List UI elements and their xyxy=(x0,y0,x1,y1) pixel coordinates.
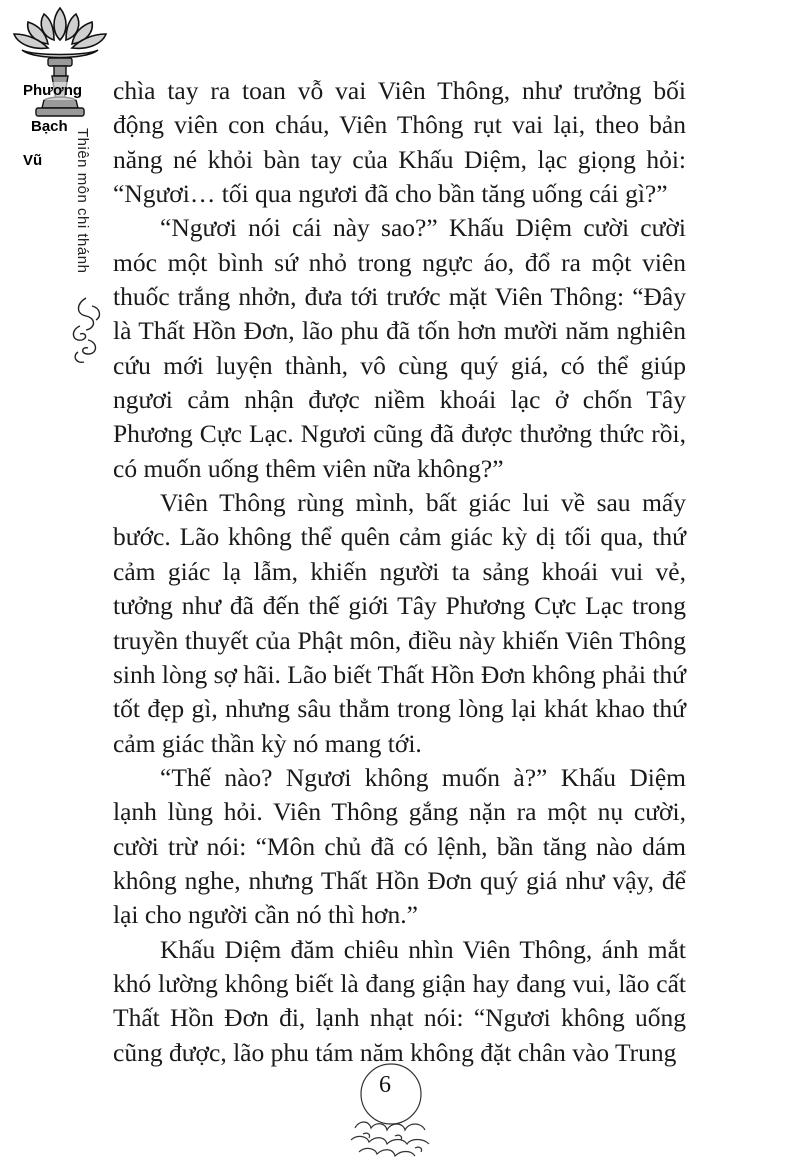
cloud-swirl-ornament-icon xyxy=(66,296,106,366)
page-body-text xyxy=(113,74,686,1070)
author-name-line-3: Vũ xyxy=(23,152,43,169)
lotus-emblem-icon xyxy=(8,0,112,125)
page-number: 6 xyxy=(379,1072,391,1098)
book-title-vertical: Thiên môn chi thánh xyxy=(74,128,91,274)
author-name-line-1: Phương xyxy=(23,82,83,99)
paragraph: “Thế nào? Ngươi không muốn à?” Khấu Diệm lạnh lùng hỏi. Viên Thông gắng nặn ra một nụ cười, cười trừ nói: “Môn chủ đã có lệnh, bần tăng nào dám không nghe, nhưng Thất Hồn Đơn quý giá như vậy, để lại cho người cần nó thì hơn.” xyxy=(113,762,686,930)
author-name-line-2: Bạch xyxy=(31,118,68,135)
paragraph: Viên Thông rùng mình, bất giác lui về sau mấy bước. Lão không thể quên cảm giác kỳ dị tối qua, thứ cảm giác lạ lẫm, khiến người ta sảng khoái vui vẻ, tưởng như đã đến thế giới Tây Phương Cực Lạc trong truyền thuyết của Phật môn, điều này khiến Viên Thông sinh lòng sợ hãi. Lão biết Thất Hồn Đơn không phải thứ tốt đẹp gì, nhưng sâu thẳm trong lòng lại khát khao thứ cảm giác thần kỳ nó mang tới. xyxy=(113,488,686,758)
paragraph: Khấu Diệm đăm chiêu nhìn Viên Thông, ánh mắt khó lường không biết là đang giận hay đang vui, lão cất Thất Hồn Đơn đi, lạnh nhạt nói: “Ngươi không uống cũng được, lão phu tám năm không đặt chân vào Trung xyxy=(113,934,686,1067)
paragraph: “Ngươi nói cái này sao?” Khấu Diệm cười cười móc một bình sứ nhỏ trong ngực áo, đổ ra một viên thuốc trắng nhởn, đưa tới trước mặt Viên Thông: “Đây là Thất Hồn Đơn, lão phu đã tốn hơn mười năm nghiên cứu mới luyện thành, vô cùng quý giá, có thể giúp ngươi cảm nhận được niềm khoái lạc ở chốn Tây Phương Cực Lạc. Ngươi cũng đã được thưởng thức rồi, có muốn uống thêm viên nữa không?” xyxy=(113,213,686,483)
paragraph: chìa tay ra toan vỗ vai Viên Thông, như trưởng bối động viên con cháu, Viên Thông rụt vai lại, theo bản năng né khỏi bàn tay của Khấu Diệm, lạc giọng hỏi: “Ngươi… tối qua ngươi đã cho bần tăng uống cái gì?” xyxy=(113,76,686,209)
